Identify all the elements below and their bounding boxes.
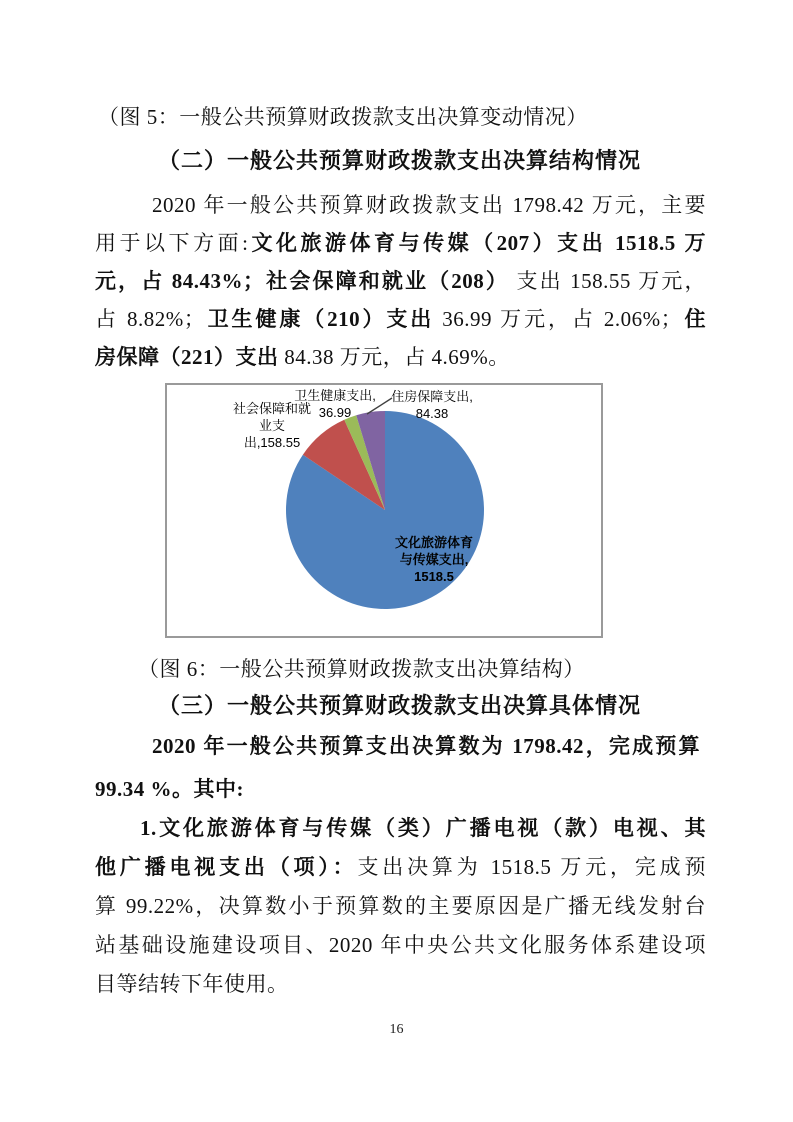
para3-line4: 站基础设施建设项目、2020 年中央公共文化服务体系建设项 — [95, 933, 706, 957]
para1-line2-bold: 文化旅游体育与传媒（207）支出 1518.5 万 — [248, 231, 707, 255]
para1-line3-bold: 元，占 84.43%；社会保障和就业（208） — [95, 269, 510, 293]
para3-line2 — [95, 854, 706, 881]
pie-label-health-line2: 36.99 — [318, 405, 352, 420]
para1-line4-bold1: 卫生健康（210）支出 — [205, 307, 435, 331]
pie-label-housing-line1: 住房保障支出, — [391, 389, 473, 404]
pie-chart-frame — [165, 383, 603, 638]
pie-label-housing — [389, 388, 475, 422]
para1-line4-regular1: 占 8.82%； — [95, 307, 206, 331]
section2-heading: （二）一般公共预算财政拨款支出决算结构情况 — [158, 148, 642, 173]
pie-label-culture-line3: 1518.5 — [414, 569, 454, 584]
para1-line5-regular: 84.38 万元，占 4.69%。 — [284, 345, 510, 369]
para2-line2: 99.34 %。其中: — [95, 777, 244, 801]
pie-label-health-line1: 卫生健康支出, — [294, 388, 376, 403]
pie-label-social — [231, 400, 313, 451]
para1-line3 — [95, 268, 706, 295]
para1-line2 — [95, 230, 706, 257]
para3-line1: 1.文化旅游体育与传媒（类）广播电视（款）电视、其 — [140, 816, 706, 840]
para1-line3-regular: 支出 158.55 万元， — [516, 269, 707, 293]
para1-line2-regular: 用于以下方面: — [95, 231, 249, 255]
pie-label-culture — [391, 534, 477, 585]
para3-line2-bold: 他广播电视支出（项）： — [95, 855, 358, 879]
para3-line5: 目等结转下年使用。 — [95, 972, 289, 996]
section3-heading: （三）一般公共预算财政拨款支出决算具体情况 — [158, 693, 642, 718]
pie-label-social-line2: 业支出,158.55 — [243, 418, 301, 450]
pie-label-culture-line2: 与传媒支出, — [399, 552, 469, 567]
para1-line4-bold2: 住 — [682, 307, 707, 331]
para1-line5 — [95, 344, 510, 371]
pie-label-housing-line2: 84.38 — [415, 406, 449, 421]
para3-line2-regular: 支出决算为 1518.5 万元，完成预 — [357, 855, 707, 879]
figure5-caption: （图 5：一般公共预算财政拨款支出决算变动情况） — [98, 105, 588, 129]
page-number: 16 — [389, 1022, 404, 1037]
para1-line4-regular2: 36.99 万元，占 2.06%； — [442, 307, 683, 331]
para1-line1: 2020 年一般公共预算财政拨款支出 1798.42 万元，主要 — [152, 193, 706, 217]
figure6-caption: （图 6：一般公共预算财政拨款支出决算结构） — [138, 657, 585, 681]
pie-label-culture-line1: 文化旅游体育 — [394, 535, 473, 550]
para1-line4 — [95, 306, 706, 333]
para2-line1: 2020 年一般公共预算支出决算数为 1798.42，完成预算 — [152, 734, 700, 758]
para1-line5-bold: 房保障（221）支出 — [95, 345, 279, 369]
para3-line3: 算 99.22%，决算数小于预算数的主要原因是广播无线发射台 — [95, 894, 706, 918]
pie-label-social-line1: 社会保障和就 — [232, 401, 311, 416]
